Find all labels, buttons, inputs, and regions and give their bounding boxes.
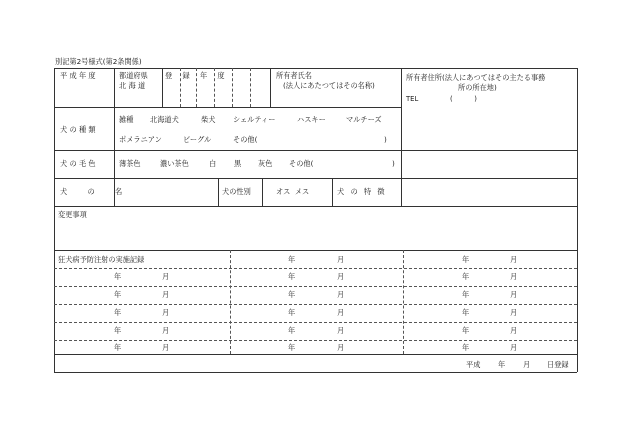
rabies-year: 年 xyxy=(114,308,122,317)
breed-option: 柴犬 xyxy=(201,115,216,124)
rabies-year: 年 xyxy=(462,255,470,264)
rabies-month: 月 xyxy=(162,272,170,281)
breed-option: その他( xyxy=(233,135,258,144)
footer-era: 平成 xyxy=(466,360,481,369)
rabies-year: 年 xyxy=(114,326,122,335)
footer-month: 月 xyxy=(523,360,531,369)
rabies-year: 年 xyxy=(114,343,122,352)
rabies-month: 月 xyxy=(337,290,345,299)
color-label: 犬 の 毛 色 xyxy=(60,159,96,168)
breed-label: 犬 の 種 類 xyxy=(60,125,96,134)
rabies-month: 月 xyxy=(162,290,170,299)
changes-label: 変更事項 xyxy=(58,210,87,219)
form-title: 別記第2号様式(第2条関係) xyxy=(55,57,142,66)
rabies-year: 年 xyxy=(462,343,470,352)
breed-option: シェルティー xyxy=(233,115,276,124)
sex-label: 犬の性別 xyxy=(222,187,251,196)
owner-address-label-2: 所の所在地) xyxy=(458,83,497,92)
prefecture-value: 北 海 道 xyxy=(119,81,146,90)
rabies-month: 月 xyxy=(162,308,170,317)
owner-address-label: 所有者住所(法人にあつてはその主たる事務 xyxy=(406,73,546,82)
color-option: その他( xyxy=(289,159,314,168)
rabies-label: 狂犬病予防注射の実施記録 xyxy=(58,255,145,264)
breed-option: ハスキー xyxy=(297,115,326,124)
rabies-year: 年 xyxy=(462,308,470,317)
rabies-month: 月 xyxy=(510,272,518,281)
sex-options: オス メス xyxy=(276,187,310,196)
color-option: 白 xyxy=(209,159,217,168)
breed-option: ポメラニアン xyxy=(119,135,162,144)
dog-name-label: 犬 の 名 xyxy=(60,187,132,196)
color-option: 黒 xyxy=(234,159,242,168)
color-option: 薄茶色 xyxy=(119,159,141,168)
rabies-year: 年 xyxy=(288,255,296,264)
rabies-year: 年 xyxy=(288,308,296,317)
breed-option: 雑種 xyxy=(119,115,134,124)
rabies-month: 月 xyxy=(162,326,170,335)
rabies-year: 年 xyxy=(288,343,296,352)
rabies-year: 年 xyxy=(462,272,470,281)
rabies-month: 月 xyxy=(510,290,518,299)
owner-name-label: 所有者氏名 xyxy=(276,71,312,80)
rabies-year: 年 xyxy=(462,326,470,335)
year-label: 平 成 年 度 xyxy=(60,71,96,80)
rabies-month: 月 xyxy=(510,326,518,335)
color-option: 灰色 xyxy=(258,159,273,168)
rabies-month: 月 xyxy=(337,343,345,352)
rabies-month: 月 xyxy=(337,326,345,335)
color-option: 濃い茶色 xyxy=(160,159,189,168)
rabies-month: 月 xyxy=(510,255,518,264)
rabies-month: 月 xyxy=(510,343,518,352)
rabies-month: 月 xyxy=(510,308,518,317)
rabies-month: 月 xyxy=(337,272,345,281)
rabies-year: 年 xyxy=(114,290,122,299)
breed-option: 北海道犬 xyxy=(150,115,179,124)
rabies-month: 月 xyxy=(337,308,345,317)
rabies-year: 年 xyxy=(288,326,296,335)
rabies-year: 年 xyxy=(462,290,470,299)
features-label: 犬 の 特 徴 xyxy=(337,187,387,196)
rabies-month: 月 xyxy=(337,255,345,264)
breed-option: マルチーズ xyxy=(346,115,382,124)
rabies-year: 年 xyxy=(114,272,122,281)
rabies-year: 年 xyxy=(288,272,296,281)
rabies-month: 月 xyxy=(162,343,170,352)
footer-year: 年 xyxy=(498,360,506,369)
tel-brackets: ( ) xyxy=(450,95,477,103)
registration-label: 登 録 年 度 xyxy=(165,71,229,80)
prefecture-label: 都道府県 xyxy=(119,71,148,80)
footer-day-registration: 日登録 xyxy=(547,360,569,369)
breed-bracket-close: ) xyxy=(384,135,387,144)
owner-name-note: (法人にあたつてはその名称) xyxy=(283,81,375,90)
color-bracket-close: ) xyxy=(392,159,395,168)
tel-label: TEL xyxy=(406,95,419,103)
breed-option: ビーグル xyxy=(183,135,212,144)
rabies-year: 年 xyxy=(288,290,296,299)
